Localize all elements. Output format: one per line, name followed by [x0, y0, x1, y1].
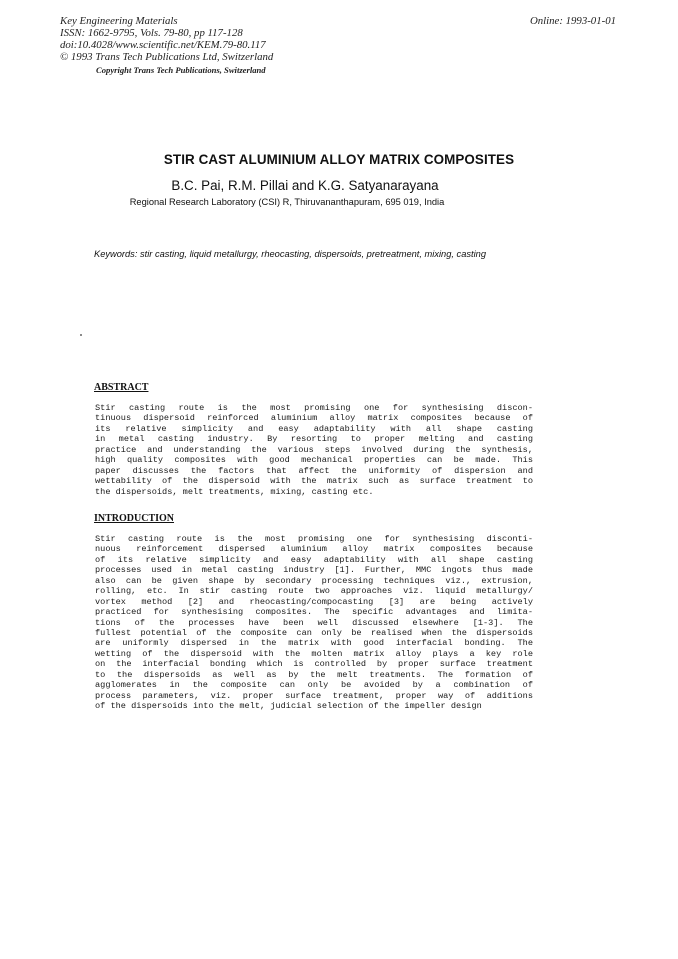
text-line: of the dispersoids into the melt, judicial selection of the impeller design	[95, 701, 482, 711]
journal-name: Key Engineering Materials	[60, 15, 178, 27]
text-line: tions of the processes have been well discussed elsewhere [1-3]. The	[95, 617, 533, 628]
abstract-heading: ABSTRACT	[94, 382, 149, 393]
text-line: its relative simplicity and easy adaptability with all shape casting	[95, 423, 533, 434]
text-line: of its relative simplicity and easy adaptability with all shape casting	[95, 554, 533, 565]
journal-header	[60, 15, 273, 63]
text-line: are uniformly dispersed in the matrix with good interfacial bonding. The	[95, 638, 533, 649]
text-line: practice and understanding the various steps involved during the synthesis,	[95, 444, 533, 455]
text-line: on the interfacial bonding which is controlled by proper surface treatment	[95, 659, 533, 670]
text-line: agglomerates in the composite can only be avoided by a combination of	[95, 680, 533, 691]
author-affiliation: Regional Research Laboratory (CSI) R, Thiruvananthapuram, 695 019, India	[129, 197, 445, 207]
text-line: Stir casting route is the most promising one for synthesising disconti-	[95, 534, 533, 544]
publisher-copyright: Copyright Trans Tech Publications, Switzerland	[96, 65, 266, 75]
paper-authors: B.C. Pai, R.M. Pillai and K.G. Satyanarayana	[171, 178, 439, 193]
text-line: paper discusses the factors that affect the uniformity of dispersion and	[95, 465, 533, 476]
text-line: also can be given shape by secondary processing techniques viz., extrusion,	[95, 575, 533, 586]
text-line: vortex method [2] and rheocasting/compocasting [3] are being actively	[95, 596, 533, 607]
abstract-body	[95, 403, 533, 497]
text-line: the dispersoids, melt treatments, mixing, casting etc.	[95, 486, 374, 497]
issn-line: ISSN: 1662-9795, Vols. 79-80, pp 117-128	[60, 27, 243, 39]
introduction-body	[95, 534, 533, 711]
text-line: high quality composites with good mechanical properties can be made. This	[95, 455, 533, 466]
text-line: nuous reinforcement dispersed aluminium alloy matrix composites because	[95, 544, 533, 555]
text-line: wetting of the dispersoid with the molten matrix alloy plays a key role	[95, 648, 533, 659]
text-line: Stir casting route is the most promising one for synthesising discon-	[95, 403, 533, 413]
text-line: to the dispersoids as well as by the melt treatments. The formation of	[95, 669, 533, 680]
copyright-line: © 1993 Trans Tech Publications Ltd, Switzerland	[60, 51, 274, 63]
text-line: wettability of the dispersoid with the matrix such as surface treatment to	[95, 476, 533, 487]
text-line: in metal casting industry. By resorting to proper melting and casting	[95, 434, 533, 445]
doi-line: doi:10.4028/www.scientific.net/KEM.79-80.117	[60, 39, 266, 51]
paper-keywords: Keywords: stir casting, liquid metallurgy, rheocasting, dispersoids, pretreatment, mixing, casting	[94, 249, 487, 259]
text-line: tinuous dispersoid reinforced aluminium alloy matrix composites because of	[95, 413, 533, 424]
text-line: processes used in metal casting industry [1]. Further, MMC ingots thus made	[95, 565, 533, 576]
text-line: rolling, etc. In stir casting route two approaches viz. liquid metallurgy/	[95, 586, 533, 597]
text-line: process parameters, viz. proper surface treatment, proper way of additions	[95, 690, 533, 701]
text-line: practiced for synthesising composites. The specific advantages and limita-	[95, 607, 533, 618]
introduction-heading: INTRODUCTION	[94, 513, 175, 524]
online-date: Online: 1993-01-01	[529, 15, 616, 27]
paper-title: STIR CAST ALUMINIUM ALLOY MATRIX COMPOSITES	[163, 152, 515, 167]
scan-speck	[80, 334, 82, 336]
text-line: fullest potential of the composite can only be realised when the dispersoids	[95, 627, 533, 638]
